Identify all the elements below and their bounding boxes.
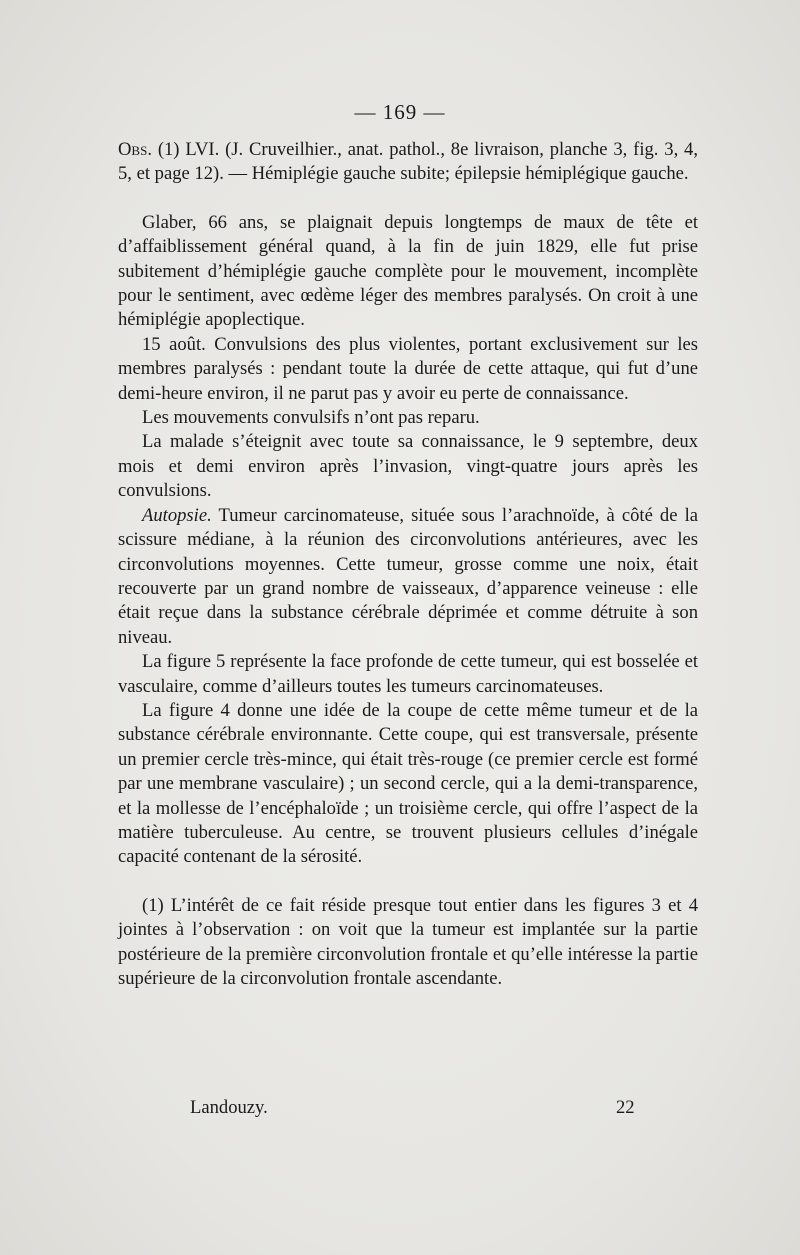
paragraph-figure-5: La figure 5 représente la face profonde de cette tumeur, qui est bosselée et vasculaire, comme d’ailleurs toutes les tumeurs carcinomateuses. — [118, 651, 698, 697]
paragraph-autopsy — [118, 504, 698, 650]
paragraph-death: La malade s’éteignit avec toute sa connaissance, le 9 septembre, deux mois et demi environ après l’invasion, vingt-quatre jours après les convulsions. — [118, 431, 698, 502]
footnote: (1) L’intérêt de ce fait réside presque tout entier dans les figures 3 et 4 jointes à l’observation : on voit que la tumeur est implantée sur la partie postérieure de la première circonvolution frontale et qu’elle intéresse la partie supérieure de la circonvolution frontale ascendante. — [118, 894, 698, 989]
autopsy-label: Autopsie. — [142, 504, 212, 526]
paragraph-history: Glaber, 66 ans, se plaignait depuis longtemps de maux de tête et d’affaiblissement général quand, à la fin de juin 1829, elle fut prise subitement d’hémiplégie gauche complète pour le mouvement, incomplète pour le sentiment, avec œdème léger des membres paralysés. On croit à une hémiplégie apoplectique. — [118, 211, 698, 331]
sheet-number: 22 — [616, 1097, 635, 1118]
paragraph-no-recurrence: Les mouvements convulsifs n’ont pas reparu. — [142, 407, 480, 429]
observation-abbrev: Obs. — [118, 139, 152, 160]
printer-signature: Landouzy. — [190, 1097, 268, 1118]
paragraph-convulsions: 15 août. Convulsions des plus violentes, portant exclusivement sur les membres paralysés : pendant toute la durée de cette attaque, qui fut d’une demi-heure environ, il ne parut pas y avoir eu perte de connaissance. — [118, 333, 698, 404]
observation-heading — [118, 138, 698, 187]
autopsy-text: Tumeur carcinomateuse, située sous l’arachnoïde, à côté de la scissure médiane, à la réunion des circonvolutions antérieures, avec les circonvolutions moyennes. Cette tumeur, grosse comme une noix, était recouverte par un grand nombre de vaisseaux, d’apparence veineuse : elle était reçue dans la substance cérébrale déprimée et comme détruite à son niveau. — [118, 504, 698, 648]
page-number: — 169 — — [354, 100, 446, 124]
paragraph-figure-4: La figure 4 donne une idée de la coupe de cette même tumeur et de la substance cérébrale environnante. Cette coupe, qui est transversale, présente un premier cercle très-mince, qui était très-rouge (ce premier cercle est formé par une membrane vasculaire) ; un second cercle, qui a la demi-transparence, et la mollesse de l’encéphaloïde ; un troisième cercle, qui offre l’aspect de la matière tuberculeuse. Au centre, se trouvent plusieurs cellules d’inégale capacité contenant de la sérosité. — [118, 699, 698, 868]
footnote-spacer — [118, 870, 698, 894]
observation-citation: (1) LVI. (J. Cruveilhier., anat. pathol., 8e livraison, planche 3, fig. 3, 4, 5, et page 12). — Hémiplégie gauche subite; épilepsie hémiplégique gauche. — [118, 139, 698, 185]
page-body — [118, 138, 698, 991]
